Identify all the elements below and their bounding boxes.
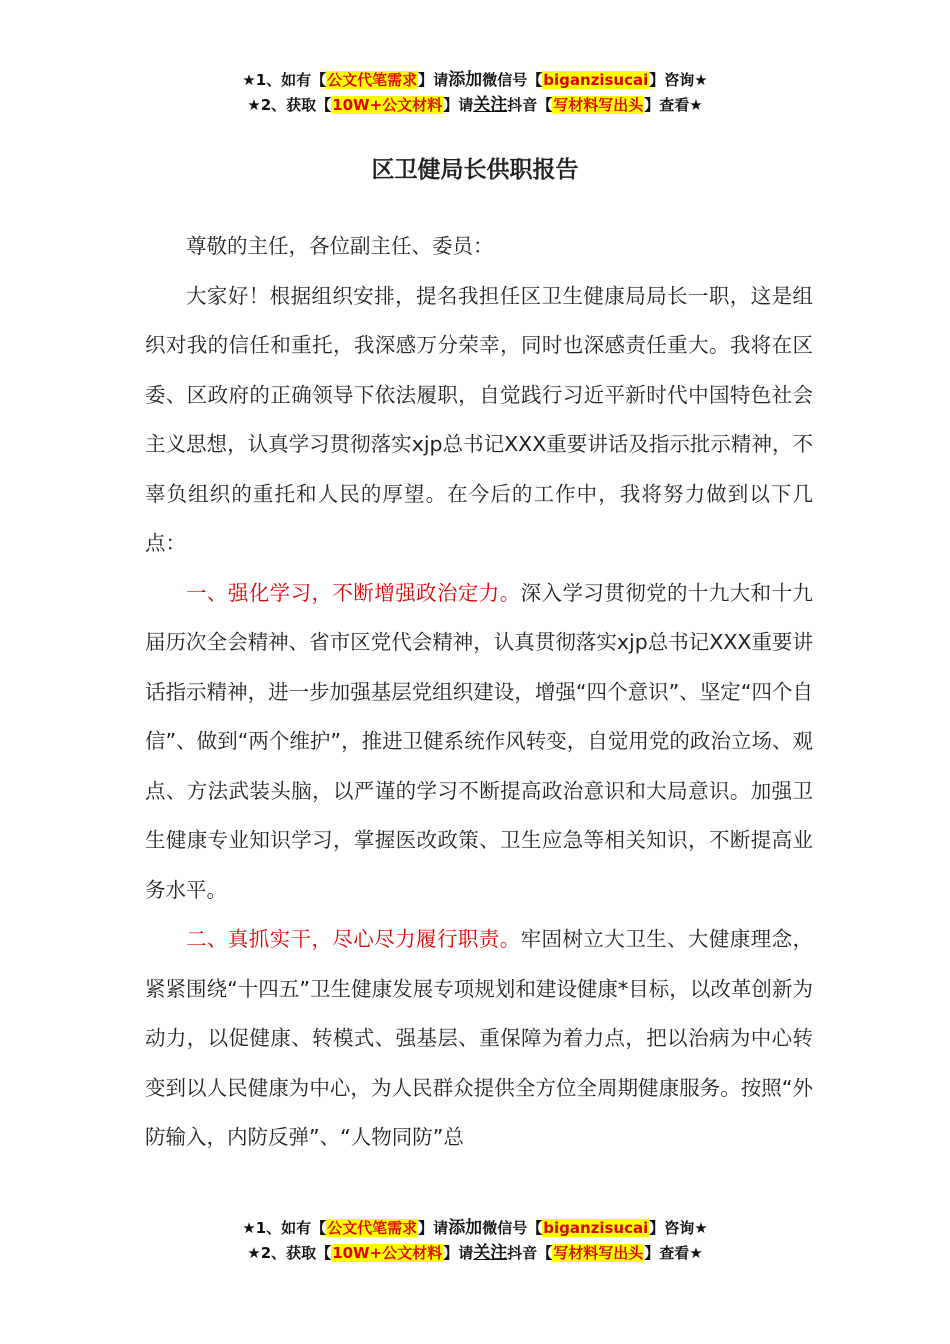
banner-highlight-service: 公文代笔需求 bbox=[327, 71, 418, 89]
banner-highlight-douyin: 写材料写出头 bbox=[553, 1244, 644, 1262]
star-icon: ★ bbox=[694, 71, 708, 89]
banner-text: 】请 bbox=[418, 71, 449, 89]
star-icon: ★ bbox=[689, 96, 703, 114]
banner-line-1 bbox=[0, 1216, 950, 1241]
salutation: 尊敬的主任，各位副主任、委员： bbox=[186, 234, 494, 258]
banner-text: 】请 bbox=[443, 96, 474, 114]
section-text: 深入学习贯彻党的十九大和十九届历次全会精神、省市区党代会精神，认真贯彻落实xjp总书记XXX重要讲话指示精神，进一步加强基层党组织建设，增强“四个意识”、坚定“四个自信”、做到“两个维护”，推进卫健系统作风转变，自觉用党的政治立场、观点、方法武装头脑，以严谨的学习不断提高政治意识和大局意识。加强卫生健康专业知识学习，掌握医改政策、卫生应急等相关知识，不断提高业务水平。 bbox=[145, 580, 814, 902]
banner-text: 抖音【 bbox=[507, 96, 553, 114]
banner-highlight-service: 公文代笔需求 bbox=[327, 1219, 418, 1237]
banner-highlight-materials: 10W+公文材料 bbox=[332, 1244, 443, 1262]
banner-suffix: 】查看 bbox=[644, 1244, 690, 1262]
star-icon: ★ bbox=[694, 1219, 708, 1237]
banner-emphasis: 关注 bbox=[473, 95, 508, 115]
banner-text: 】请 bbox=[418, 1219, 449, 1237]
banner-highlight-materials: 10W+公文材料 bbox=[332, 96, 443, 114]
section-heading: 二、真抓实干，尽心尽力履行职责。 bbox=[186, 927, 521, 951]
banner-highlight-wechat: biganzisucai bbox=[543, 71, 649, 89]
banner-text: 】请 bbox=[443, 1244, 474, 1262]
banner-prefix: 1、如有【 bbox=[255, 1219, 327, 1237]
star-icon: ★ bbox=[242, 71, 256, 89]
star-icon: ★ bbox=[242, 1219, 256, 1237]
section-heading: 一、强化学习，不断增强政治定力。 bbox=[186, 580, 521, 605]
banner-text: 微信号【 bbox=[482, 71, 543, 89]
banner-emphasis: 添加 bbox=[448, 1218, 483, 1238]
banner-line-2 bbox=[0, 93, 950, 118]
banner-text: 抖音【 bbox=[507, 1244, 553, 1262]
banner-suffix: 】咨询 bbox=[649, 71, 695, 89]
banner-highlight-wechat: biganzisucai bbox=[543, 1219, 649, 1237]
banner-line-2 bbox=[0, 1241, 950, 1266]
banner-suffix: 】查看 bbox=[644, 96, 690, 114]
banner-emphasis: 添加 bbox=[448, 70, 483, 90]
paragraph-section-1 bbox=[145, 569, 813, 916]
footer-banner bbox=[0, 1216, 950, 1266]
header-banner bbox=[0, 68, 950, 118]
document-body bbox=[145, 222, 813, 1163]
banner-line-1 bbox=[0, 68, 950, 93]
banner-suffix: 】咨询 bbox=[649, 1219, 695, 1237]
paragraph-intro: 大家好！根据组织安排，提名我担任区卫生健康局局长一职，这是组织对我的信任和重托，我深感万分荣幸，同时也深感责任重大。我将在区委、区政府的正确领导下依法履职，自觉践行习近平新时代中国特色社会主义思想，认真学习贯彻落实xjp总书记XXX重要讲话及指示批示精神，不辜负组织的重托和人民的厚望。在今后的工作中，我将努力做到以下几点： bbox=[145, 283, 813, 555]
banner-emphasis: 关注 bbox=[473, 1243, 508, 1263]
paragraph-section-2 bbox=[145, 915, 813, 1163]
banner-prefix: 2、获取【 bbox=[260, 1244, 332, 1262]
star-icon: ★ bbox=[247, 1244, 261, 1262]
banner-highlight-douyin: 写材料写出头 bbox=[553, 96, 644, 114]
banner-prefix: 2、获取【 bbox=[260, 96, 332, 114]
star-icon: ★ bbox=[247, 96, 261, 114]
banner-text: 微信号【 bbox=[482, 1219, 543, 1237]
section-text: 牢固树立大卫生、大健康理念，紧紧围绕“十四五”卫生健康发展专项规划和建设健康*目标，以改革创新为动力，以促健康、转模式、强基层、重保障为着力点，把以治病为中心转变到以人民健康为中心，为人民群众提供全方位全周期健康服务。按照“外防输入，内防反弹”、“人物同防”总 bbox=[145, 927, 814, 1149]
document-title: 区卫健局长供职报告 bbox=[371, 157, 579, 183]
banner-prefix: 1、如有【 bbox=[255, 71, 327, 89]
star-icon: ★ bbox=[689, 1244, 703, 1262]
